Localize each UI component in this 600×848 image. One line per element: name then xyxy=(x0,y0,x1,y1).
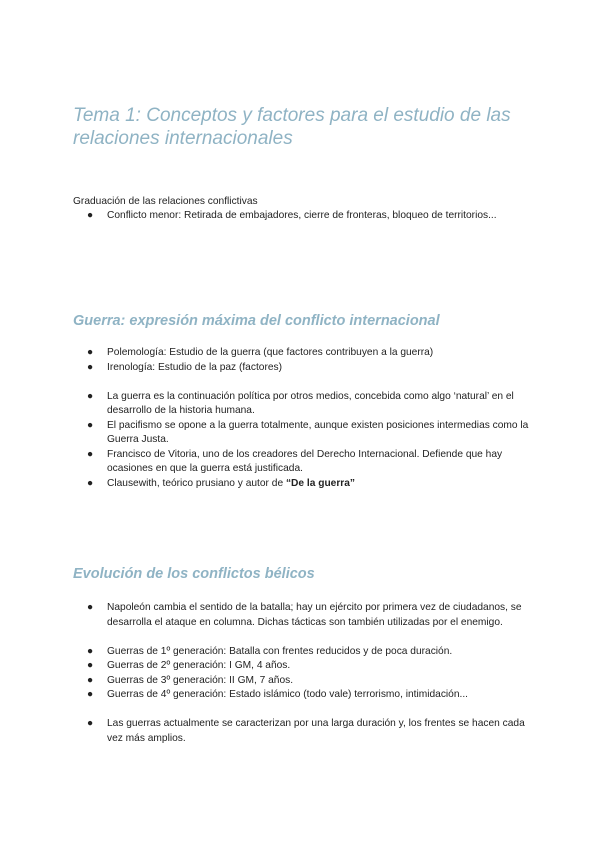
bullet-icon: ● xyxy=(87,448,94,460)
bullet-icon: ● xyxy=(87,419,94,431)
section-heading: Guerra: expresión máxima del conflicto internacional xyxy=(73,313,440,329)
list-item-text: Guerras de 2º generación: I GM, 4 años. xyxy=(107,660,291,671)
list-spacer xyxy=(73,630,533,645)
list-item xyxy=(73,674,533,689)
list-item-text: Guerras de 1º generación: Batalla con frentes reducidos y de poca duración. xyxy=(107,645,453,657)
bullet-list xyxy=(73,601,533,746)
list-item xyxy=(73,601,533,630)
list-item-text: Guerras de 4º generación: Estado islámico (todo vale) terrorismo, intimidación... xyxy=(107,689,469,700)
list-item-text: Napoleón cambia el sentido de la batalla; hay un ejército por primera vez de ciudadanos, se desarrolla el ataque en columna. Dichas tácticas son también utilizadas por el enemigo. xyxy=(107,602,522,628)
list-item xyxy=(73,477,533,492)
list-item-text: Las guerras actualmente se caracterizan por una larga duración y, los frentes se hacen cada vez más amplios. xyxy=(107,718,525,744)
section-label: Graduación de las relaciones conflictivas xyxy=(73,196,258,207)
bullet-icon: ● xyxy=(87,477,94,489)
bullet-icon: ● xyxy=(87,645,94,657)
bullet-icon: ● xyxy=(87,674,94,686)
list-item xyxy=(73,688,533,703)
bullet-icon: ● xyxy=(87,347,94,358)
list-item-text: El pacifismo se opone a la guerra totalmente, aunque existen posiciones intermedias como la Guerra Justa. xyxy=(107,419,529,445)
section-heading: Evolución de los conflictos bélicos xyxy=(73,566,315,582)
bullet-list xyxy=(73,209,533,224)
list-item-text: Polemología: Estudio de la guerra (que factores contribuyen a la guerra) xyxy=(107,347,434,358)
list-item-text: Francisco de Vitoria, uno de los creadores del Derecho Internacional. Defiende que hay ocasiones en que la guerra está justificada. xyxy=(107,448,503,474)
page-title: Tema 1: Conceptos y factores para el estudio de las relaciones internacionales xyxy=(73,105,511,149)
bullet-icon: ● xyxy=(87,689,94,700)
list-spacer xyxy=(73,703,533,718)
list-item-text: Guerras de 3º generación: II GM, 7 años. xyxy=(107,674,294,686)
bullet-icon: ● xyxy=(87,660,94,671)
list-item xyxy=(73,659,533,674)
list-item-text: La guerra es la continuación política por otros medios, concebida como algo ‘natural’ en el desarrollo de la historia humana. xyxy=(107,390,514,416)
bullet-icon: ● xyxy=(87,718,94,729)
list-item xyxy=(73,209,533,224)
bullet-icon: ● xyxy=(87,361,94,373)
list-item-text: Irenología: Estudio de la paz (factores) xyxy=(107,361,282,373)
list-spacer xyxy=(73,375,533,390)
bullet-icon: ● xyxy=(87,210,94,221)
bullet-list xyxy=(73,346,533,491)
list-item xyxy=(73,717,533,746)
list-item xyxy=(73,390,533,419)
book-title: “De la guerra” xyxy=(285,477,356,489)
list-item-text: Conflicto menor: Retirada de embajadores, cierre de fronteras, bloqueo de territorios... xyxy=(107,210,497,221)
bullet-icon: ● xyxy=(87,602,94,613)
list-item-text: Clausewith, teórico prusiano y autor de xyxy=(107,477,286,489)
list-item xyxy=(73,448,533,477)
list-item xyxy=(73,346,533,361)
bullet-icon: ● xyxy=(87,390,94,402)
list-item xyxy=(73,361,533,376)
list-item xyxy=(73,419,533,448)
list-item xyxy=(73,645,533,660)
